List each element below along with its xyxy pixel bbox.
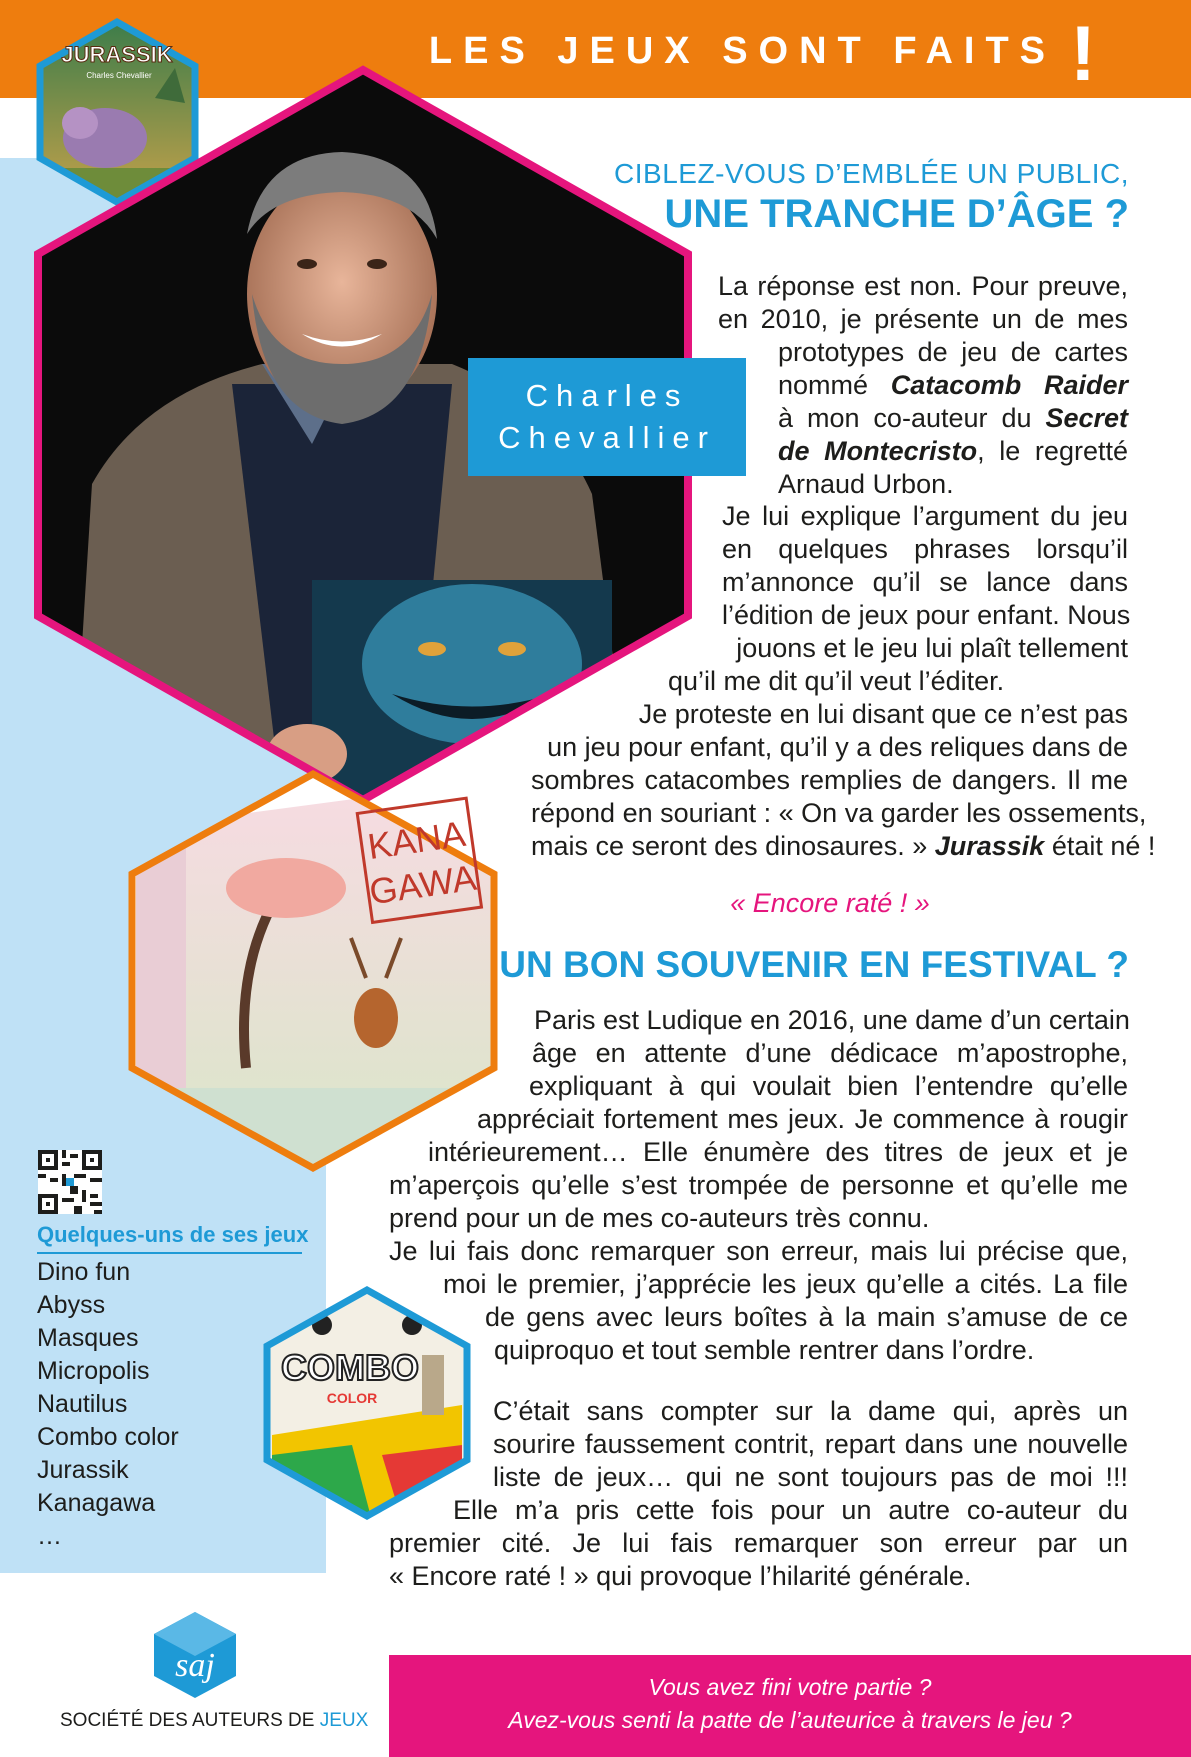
text-line: appréciait fortement mes jeux. Je commence à rougir xyxy=(477,1104,1128,1134)
text-line: C’était sans compter sur la dame qui, après un xyxy=(493,1396,1128,1426)
text-line: sourire faussement contrit, repart dans une nouvelle xyxy=(493,1429,1128,1459)
text-line: La réponse est non. Pour preuve, xyxy=(718,271,1128,301)
list-item: Jurassik xyxy=(37,1456,129,1484)
text-line: m’aperçois qu’elle s’est trompée de personne et qu’elle me xyxy=(389,1170,1128,1200)
text-line: en 2010, je présente un de mes xyxy=(718,304,1128,334)
text-fragment: mais ce seront des dinosaures. » xyxy=(531,831,935,861)
banner-exclamation: ! xyxy=(1070,9,1096,97)
list-item: Masques xyxy=(37,1324,139,1352)
text-line xyxy=(778,402,1128,435)
text-line: liste de jeux… qui ne sont toujours pas de moi !!! xyxy=(493,1462,1128,1492)
list-item: Abyss xyxy=(37,1291,106,1319)
logo-lettering: saj xyxy=(175,1647,215,1684)
section1-heading-line2: UNE TRANCHE D’ÂGE ? xyxy=(664,192,1129,236)
banner-title: LES JEUX SONT FAITS xyxy=(428,30,1056,72)
author-name-box xyxy=(468,358,746,476)
text-line: qu’il me dit qu’il veut l’éditer. xyxy=(668,666,1005,696)
text-line: sombres catacombes remplies de dangers. Il me xyxy=(531,765,1128,795)
section1-paragraph-2-cont xyxy=(722,632,1128,665)
game-title-secret: Secret xyxy=(1045,403,1128,433)
pull-quote: « Encore raté ! » xyxy=(730,888,930,918)
list-item: Dino fun xyxy=(37,1258,131,1286)
text-line xyxy=(778,369,1128,402)
text-line: Je proteste en lui disant que ce n’est pas xyxy=(638,699,1128,729)
section1-paragraph-1 xyxy=(718,270,1128,336)
combo-title-line1: COMBO xyxy=(281,1347,419,1388)
jurassik-cover-author: Charles Chevallier xyxy=(86,71,152,80)
org-name-prefix: SOCIÉTÉ DES AUTEURS DE xyxy=(60,1710,320,1731)
text-line: l’édition de jeux pour enfant. Nous xyxy=(722,600,1131,630)
text-fragment: était né ! xyxy=(1044,831,1156,861)
section1-paragraph-1-cont xyxy=(778,336,1128,501)
text-line: en quelques phrases lorsqu’il xyxy=(722,534,1128,564)
games-list-divider xyxy=(37,1252,302,1254)
text-fragment: nommé xyxy=(778,370,891,400)
text-line: quiproquo et tout semble rentrer dans l’ordre. xyxy=(494,1335,1035,1365)
section2-paragraph-1 xyxy=(389,1004,1128,1367)
organization-name xyxy=(60,1710,368,1732)
text-line: Paris est Ludique en 2016, une dame d’un certain xyxy=(534,1005,1130,1035)
section2-heading: UN BON SOUVENIR EN FESTIVAL ? xyxy=(499,944,1129,985)
text-line: prend pour un de mes co-auteurs très connu. xyxy=(389,1203,930,1233)
author-last-name: Chevallier xyxy=(498,420,716,455)
footer-question-bar xyxy=(389,1655,1191,1757)
footer-question-2: Avez-vous senti la patte de l’auteurice à travers le jeu ? xyxy=(508,1707,1072,1733)
text-line xyxy=(778,435,1128,468)
combo-title-line2: COLOR xyxy=(326,1390,378,1406)
list-item: Nautilus xyxy=(37,1390,128,1418)
saj-logo xyxy=(150,1610,240,1700)
footer-question-1: Vous avez fini votre partie ? xyxy=(648,1674,932,1700)
section1-heading xyxy=(614,158,1129,237)
game-title-montecristo: de Montecristo xyxy=(778,436,978,466)
kanagawa-title-line2: GAWA xyxy=(366,856,479,913)
org-name-suffix: JEUX xyxy=(319,1710,369,1731)
text-fragment: , le regretté xyxy=(977,436,1128,466)
section1-paragraph-2 xyxy=(722,500,1131,632)
games-list xyxy=(37,1256,179,1553)
qr-code[interactable] xyxy=(38,1150,102,1214)
author-first-name: Charles xyxy=(525,378,689,413)
section1-paragraph-3 xyxy=(531,698,1156,863)
text-line: premier cité. Je lui fais remarquer son erreur par un xyxy=(389,1528,1128,1558)
text-fragment: à mon co-auteur du xyxy=(778,403,1046,433)
kanagawa-title-line1: KANA xyxy=(365,812,468,868)
list-item: Kanagawa xyxy=(37,1489,156,1517)
text-line: âge en attente d’une dédicace m’apostrophe, xyxy=(532,1038,1128,1068)
list-item: … xyxy=(37,1522,62,1550)
text-line: moi le premier, j’apprécie les jeux qu’elle a cités. La file xyxy=(443,1269,1128,1299)
text-line: Je lui explique l’argument du jeu xyxy=(722,501,1128,531)
text-line: Elle m’a pris cette fois pour un autre co-auteur du xyxy=(453,1495,1128,1525)
text-line: prototypes de jeu de cartes xyxy=(778,337,1128,367)
section1-paragraph-2-end xyxy=(668,665,1128,698)
game-title-jurassik: Jurassik xyxy=(934,831,1045,861)
section2-paragraph-2 xyxy=(389,1395,1128,1593)
jurassik-cover-title: JURASSIK xyxy=(61,42,173,67)
text-line: un jeu pour enfant, qu’il y a des reliques dans de xyxy=(547,732,1128,762)
text-line: Je lui fais donc remarquer son erreur, mais lui précise que, xyxy=(389,1236,1128,1266)
games-list-title: Quelques-uns de ses jeux xyxy=(37,1222,309,1247)
text-line: Arnaud Urbon. xyxy=(778,469,954,499)
text-line: répond en souriant : « On va garder les ossements, xyxy=(531,798,1147,828)
text-line: jouons et le jeu lui plaît tellement xyxy=(736,633,1128,663)
text-line: de gens avec leurs boîtes à la main s’amuse de ce xyxy=(485,1302,1128,1332)
list-item: Combo color xyxy=(37,1423,179,1451)
text-line: m’annonce qu’il se lance dans xyxy=(722,567,1128,597)
text-line xyxy=(531,830,1156,863)
section1-heading-line1: CIBLEZ-VOUS D’EMBLÉE UN PUBLIC, xyxy=(614,158,1129,189)
list-item: Micropolis xyxy=(37,1357,150,1385)
text-line: « Encore raté ! » qui provoque l’hilarité générale. xyxy=(389,1561,972,1591)
text-line: intérieurement… Elle énumère des titres de jeux et je xyxy=(428,1137,1128,1167)
game-title-catacomb-raider: Catacomb Raider xyxy=(890,370,1128,400)
text-line: expliquant à qui voulait bien l’entendre qu’elle xyxy=(529,1071,1128,1101)
